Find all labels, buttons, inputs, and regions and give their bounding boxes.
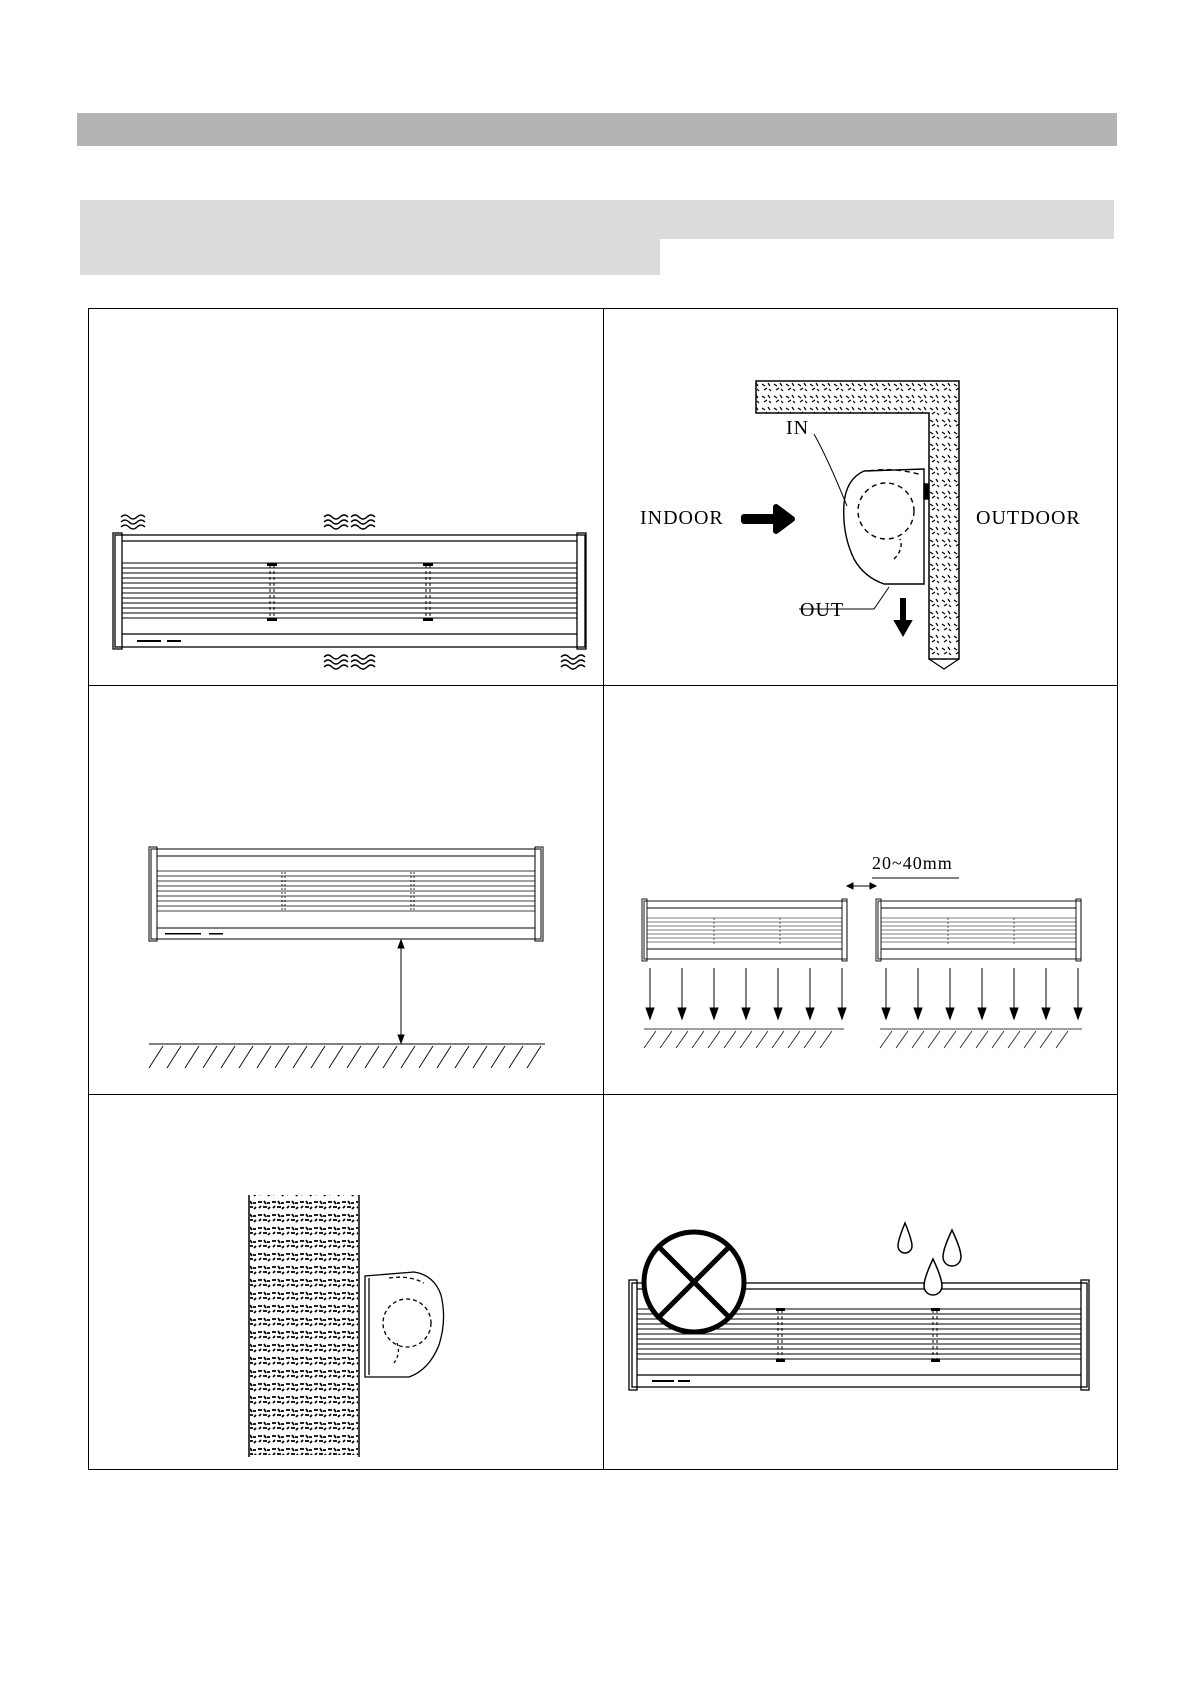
air-curtain-front-illustration bbox=[89, 309, 603, 685]
installation-diagram-grid bbox=[88, 308, 1118, 1470]
label-air-out: OUT bbox=[800, 599, 845, 621]
side-view-wall-illustration bbox=[604, 309, 1118, 685]
height-above-floor-illustration bbox=[89, 686, 603, 1094]
panel-wall-opening bbox=[604, 309, 1118, 685]
label-outdoor: OUTDOOR bbox=[976, 507, 1081, 529]
panel-unit-spacing bbox=[604, 686, 1118, 1094]
section-title-bar bbox=[77, 113, 1117, 146]
panel-no-water bbox=[604, 1095, 1118, 1469]
subtitle-bar bbox=[80, 200, 1114, 239]
label-indoor: INDOOR bbox=[640, 507, 724, 529]
panel-install-height bbox=[89, 686, 603, 1094]
panel-airflow-clearance bbox=[89, 309, 603, 685]
panel-wall-mount bbox=[89, 1095, 603, 1469]
label-gap-dimension: 20~40mm bbox=[872, 853, 953, 873]
side-by-side-spacing-illustration bbox=[604, 686, 1118, 1094]
water-drop-icon bbox=[898, 1223, 961, 1295]
prohibited-icon bbox=[644, 1232, 744, 1332]
no-water-warning-illustration bbox=[604, 1095, 1118, 1469]
wall-mounted-side-view-illustration bbox=[89, 1095, 603, 1469]
label-air-in: IN bbox=[786, 417, 810, 439]
subtitle-bar-continued bbox=[80, 239, 660, 275]
